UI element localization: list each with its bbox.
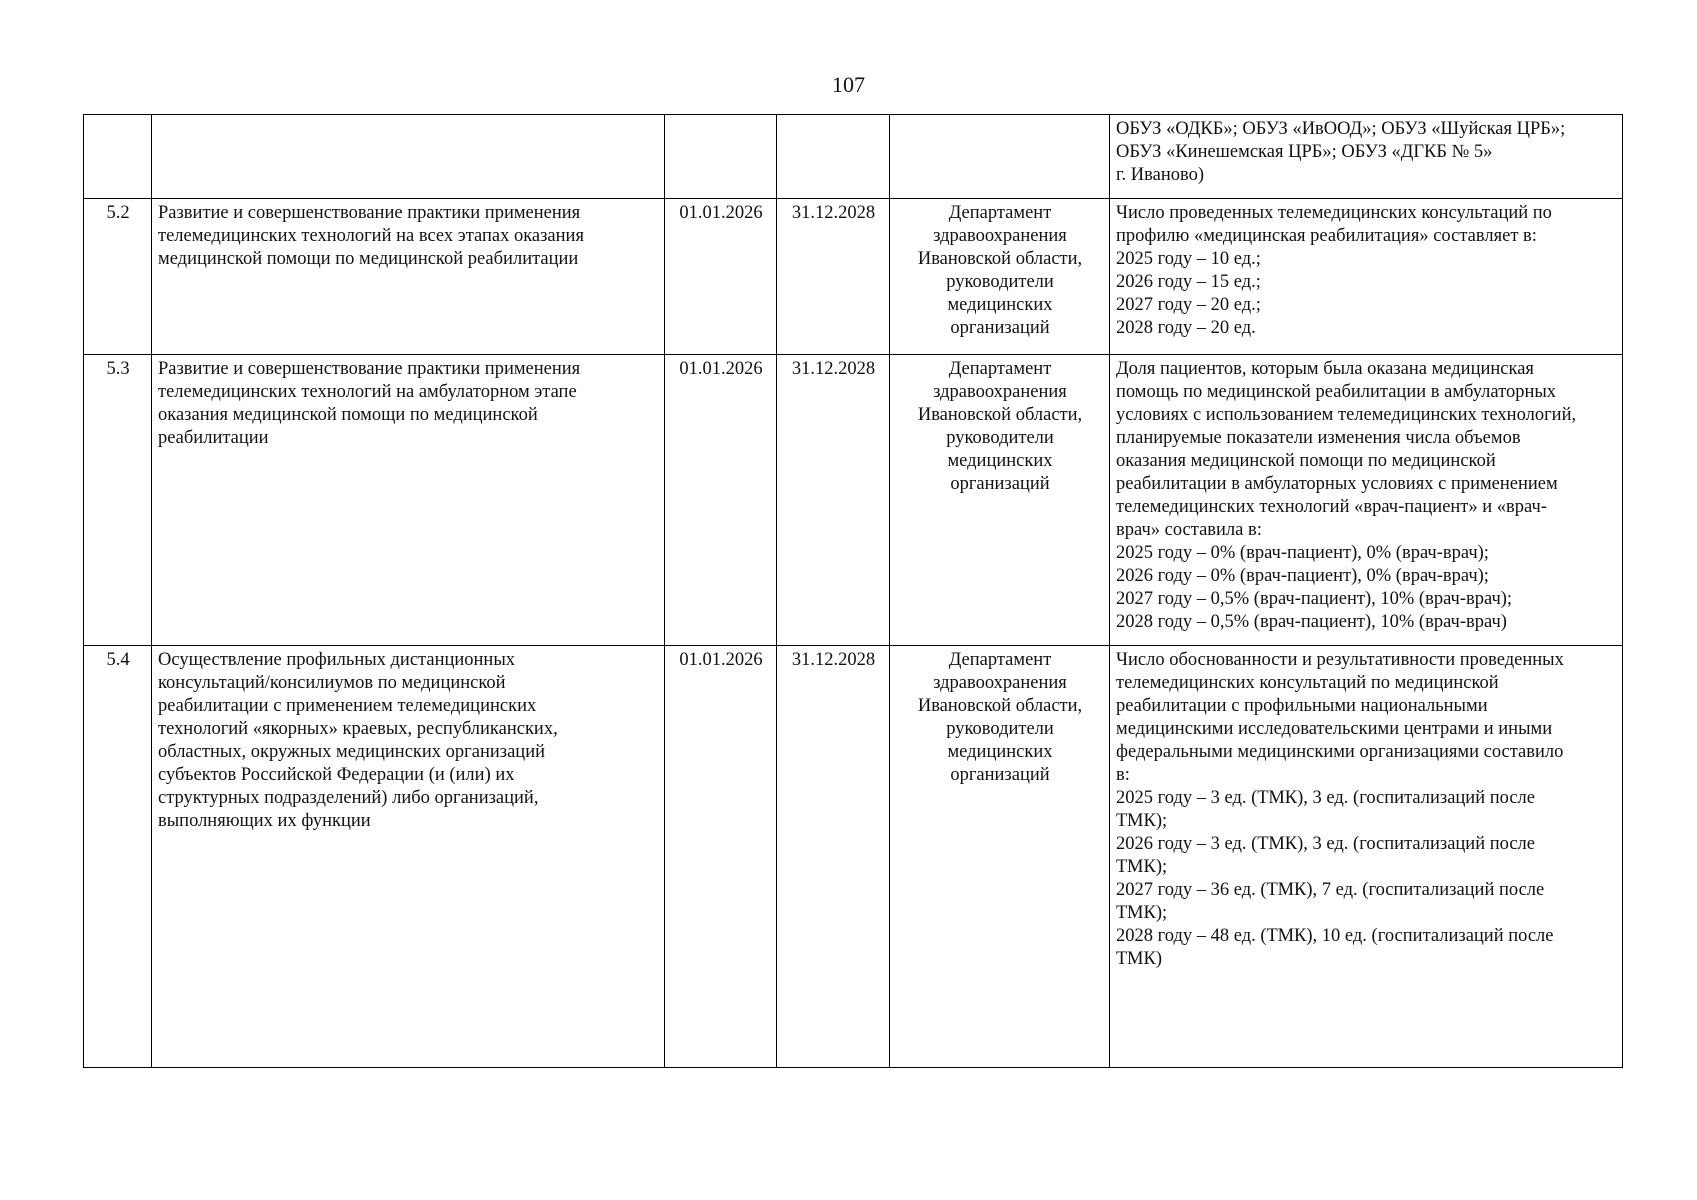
responsible-line: здравоохранения [933, 382, 1067, 402]
result-line: 2027 году – 0,5% (врач-пациент), 10% (врач-врач); [1116, 589, 1513, 609]
task-line: консультаций/консилиумов по медицинской [158, 673, 506, 693]
responsible-line: Департамент [948, 650, 1052, 670]
responsible-line: организаций [950, 474, 1050, 494]
responsible-line: руководители [946, 719, 1054, 739]
result-line: Число проведенных телемедицинских консультаций по [1116, 203, 1552, 223]
result-line: ТМК); [1116, 857, 1168, 877]
result-line: ОБУЗ «Кинешемская ЦРБ»; ОБУЗ «ДГКБ № 5» [1116, 142, 1493, 162]
task-line: субъектов Российской Федерации (и (или) их [158, 765, 515, 785]
responsible-line: Департамент [948, 359, 1052, 379]
result-line: оказания медицинской помощи по медицинской [1116, 451, 1496, 471]
result-line: планируемые показатели изменения числа объемов [1116, 428, 1521, 448]
result-line: ТМК) [1116, 949, 1163, 969]
result-line: 2028 году – 0,5% (врач-пациент), 10% (врач-врач) [1116, 612, 1507, 632]
responsible-line: организаций [950, 318, 1050, 338]
result-cell [1110, 115, 1623, 199]
task-line: реабилитации [158, 428, 269, 448]
task-line: областных, окружных медицинских организаций [158, 742, 545, 762]
task-line: технологий «якорных» краевых, республиканских, [158, 719, 558, 739]
row-number-cell [84, 115, 152, 199]
responsible-line: Ивановской области, [917, 696, 1083, 716]
task-cell [152, 646, 665, 1068]
task-cell [152, 355, 665, 646]
result-line: Доля пациентов, которым была оказана медицинская [1116, 359, 1534, 379]
responsible-line: руководители [946, 428, 1054, 448]
measures-table [83, 114, 1623, 1068]
result-line: 2026 году – 0% (врач-пациент), 0% (врач-врач); [1116, 566, 1489, 586]
result-line: реабилитации в амбулаторных условиях с применением [1116, 474, 1558, 494]
responsible-cell [890, 199, 1110, 355]
start-date-cell: 01.01.2026 [665, 646, 777, 1068]
result-line: 2026 году – 3 ед. (ТМК), 3 ед. (госпитализаций после [1116, 834, 1535, 854]
table-row-continuation [84, 115, 1623, 199]
task-line: медицинской помощи по медицинской реабилитации [158, 249, 579, 269]
responsible-line: Ивановской области, [917, 249, 1083, 269]
end-date-cell: 31.12.2028 [777, 646, 890, 1068]
result-line: врач» составила в: [1116, 520, 1262, 540]
responsible-line: организаций [950, 765, 1050, 785]
result-line: помощь по медицинской реабилитации в амбулаторных [1116, 382, 1557, 402]
result-cell [1110, 355, 1623, 646]
table-row [84, 199, 1623, 355]
result-line: 2027 году – 36 ед. (ТМК), 7 ед. (госпитализаций после [1116, 880, 1545, 900]
start-date-cell: 01.01.2026 [665, 199, 777, 355]
page-number: 107 [832, 72, 865, 97]
result-cell [1110, 199, 1623, 355]
task-line: структурных подразделений) либо организаций, [158, 788, 539, 808]
task-line: оказания медицинской помощи по медицинской [158, 405, 538, 425]
result-line: профилю «медицинская реабилитация» составляет в: [1116, 226, 1537, 246]
start-date-cell: 01.01.2026 [665, 355, 777, 646]
responsible-line: руководители [946, 272, 1054, 292]
responsible-line: Ивановской области, [917, 405, 1083, 425]
responsible-line: здравоохранения [933, 673, 1067, 693]
end-date-cell [777, 115, 890, 199]
task-line: Развитие и совершенствование практики применения [158, 203, 581, 223]
result-line: г. Иваново) [1116, 165, 1204, 185]
row-number-cell: 5.4 [84, 646, 152, 1068]
result-line: 2026 году – 15 ед.; [1116, 272, 1261, 292]
row-number-cell: 5.3 [84, 355, 152, 646]
row-number-cell: 5.2 [84, 199, 152, 355]
result-line: телемедицинских технологий «врач-пациент» и «врач- [1116, 497, 1547, 517]
responsible-line: Департамент [948, 203, 1052, 223]
task-cell [152, 115, 665, 199]
result-line: 2025 году – 10 ед.; [1116, 249, 1261, 269]
responsible-line: здравоохранения [933, 226, 1067, 246]
result-line: условиях с использованием телемедицинских технологий, [1116, 405, 1577, 425]
responsible-line: медицинских [947, 295, 1053, 315]
task-line: телемедицинских технологий на амбулаторном этапе [158, 382, 577, 402]
result-line: 2027 году – 20 ед.; [1116, 295, 1261, 315]
end-date-cell: 31.12.2028 [777, 355, 890, 646]
result-line: в: [1116, 765, 1130, 785]
result-line: 2025 году – 3 ед. (ТМК), 3 ед. (госпитализаций после [1116, 788, 1535, 808]
responsible-line: медицинских [947, 451, 1053, 471]
result-line: ТМК); [1116, 903, 1168, 923]
result-line: телемедицинских консультаций по медицинской [1116, 673, 1499, 693]
result-line: федеральными медицинскими организациями составило [1116, 742, 1564, 762]
result-cell [1110, 646, 1623, 1068]
result-line: реабилитации с профильными национальными [1116, 696, 1488, 716]
result-line: 2028 году – 20 ед. [1116, 318, 1256, 338]
task-line: Развитие и совершенствование практики применения [158, 359, 581, 379]
task-line: выполняющих их функции [158, 811, 371, 831]
end-date-cell: 31.12.2028 [777, 199, 890, 355]
task-line: Осуществление профильных дистанционных [158, 650, 516, 670]
result-line: ОБУЗ «ОДКБ»; ОБУЗ «ИвООД»; ОБУЗ «Шуйская ЦРБ»; [1116, 119, 1566, 139]
task-line: телемедицинских технологий на всех этапах оказания [158, 226, 584, 246]
result-line: медицинскими исследовательскими центрами и иными [1116, 719, 1553, 739]
result-line: ТМК); [1116, 811, 1168, 831]
result-line: 2025 году – 0% (врач-пациент), 0% (врач-врач); [1116, 543, 1489, 563]
task-cell [152, 199, 665, 355]
table-row [84, 355, 1623, 646]
responsible-cell [890, 646, 1110, 1068]
start-date-cell [665, 115, 777, 199]
responsible-line: медицинских [947, 742, 1053, 762]
task-line: реабилитации с применением телемедицинских [158, 696, 537, 716]
responsible-cell [890, 355, 1110, 646]
responsible-cell [890, 115, 1110, 199]
result-line: 2028 году – 48 ед. (ТМК), 10 ед. (госпитализаций после [1116, 926, 1554, 946]
result-line: Число обоснованности и результативности проведенных [1116, 650, 1564, 670]
table-row [84, 646, 1623, 1068]
